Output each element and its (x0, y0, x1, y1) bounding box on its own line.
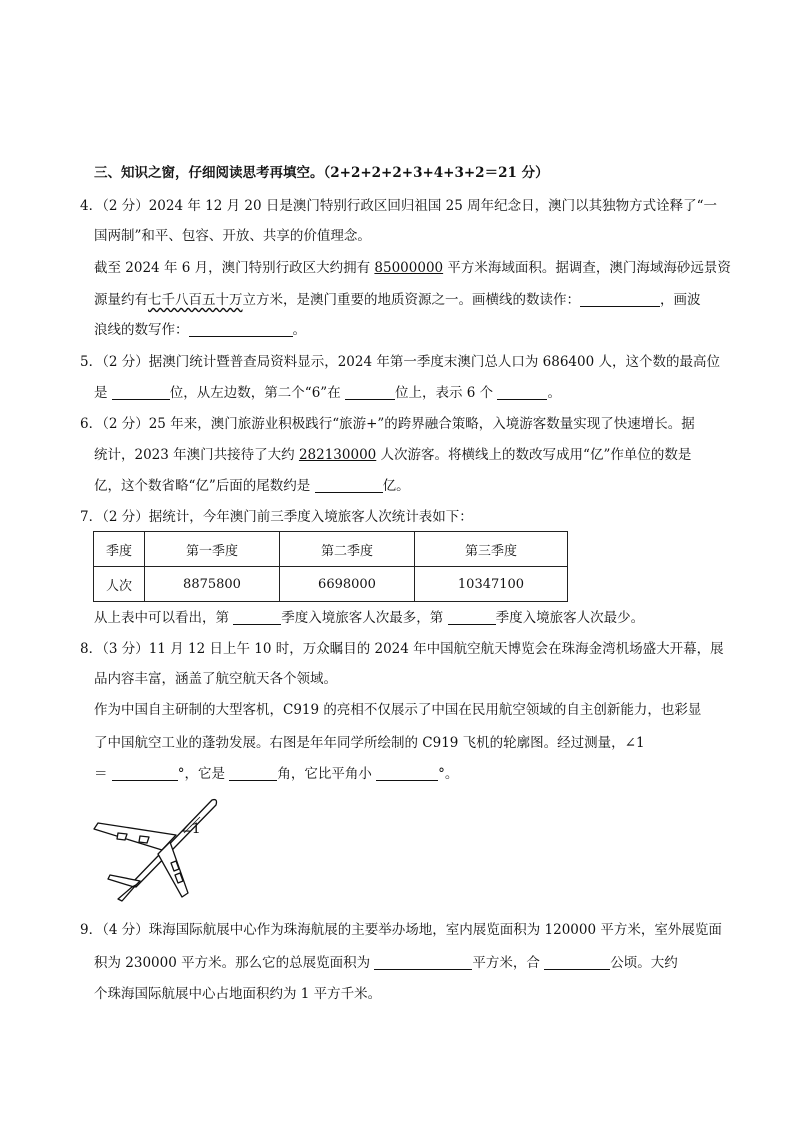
q5-line-2: 是 位，从左边数，第二个“6”在 位上，表示 6 个 。 (94, 385, 561, 401)
q6-line-3: 亿，这个数省略“亿”后面的尾数约是 亿。 (94, 478, 410, 494)
answer-blank-write[interactable] (189, 322, 293, 337)
q4-line-1: 4．（2 分）2024 年 12 月 20 日是澳门特别行政区回归祖国 25 周年纪念日，澳门以其独物方式诠释了“一 (80, 198, 718, 214)
q7-line-1: 7．（2 分）据统计，今年澳门前三季度入境旅客人次统计表如下： (80, 509, 473, 525)
section-heading: 三、知识之窗，仔细阅读思考再填空。（2+2+2+2+3+4+3+2＝21 分） (94, 165, 549, 181)
q9-line-3: 个珠海国际航展中心占地面积约为 1 平方千米。 (94, 986, 382, 1002)
q8-line-3: 作为中国自主研制的大型客机，C919 的亮相不仅展示了中国在民用航空领域的自主创新能力，也彩显 (94, 702, 702, 718)
q5-line-1: 5．（2 分）据澳门统计暨普查局资料显示，2024 年第一季度末澳门总人口为 686400 人，这个数的最高位 (80, 354, 720, 370)
q7-line-2: 从上表中可以看出，第 季度入境旅客人次最多，第 季度入境旅客人次最少。 (94, 610, 645, 626)
airplane-outline-icon (90, 795, 230, 909)
q6-line-2: 统计，2023 年澳门共接待了大约 282130000 人次游客。将横线上的数改写成用“亿”作单位的数是 (94, 447, 692, 463)
answer-blank-digit-place[interactable] (345, 385, 395, 400)
q6-line-1: 6．（2 分）25 年来，澳门旅游业积极践行“旅游+”的跨界融合策略，入境游客数量实现了快速增长。据 (80, 416, 695, 432)
angle-1-label: ∠1 (180, 821, 201, 837)
q8-line-4: 了中国航空工业的蓬勃发展。右图是年年同学所绘制的 C919 飞机的轮廓图。经过测量，∠1 (94, 735, 645, 751)
answer-blank-hectares[interactable] (544, 955, 610, 970)
q4-line-2: 国两制”和平、包容、开放、共享的价值理念。 (94, 228, 371, 244)
table-header-row (94, 532, 568, 567)
table-cell: 10347100 (415, 567, 568, 602)
table-header-cell: 第三季度 (415, 532, 568, 567)
q8-line-1: 8．（3 分）11 月 12 日上午 10 时，万众瞩目的 2024 年中国航空航天博览会在珠海金湾机场盛大开幕，展 (80, 641, 724, 657)
q4-line-3: 截至 2024 年 6 月，澳门特别行政区大约拥有 85000000 平方米海域面积。据调查，澳门海域海砂远景资 (94, 260, 731, 276)
table-cell: 8875800 (145, 567, 280, 602)
visitor-stats-table (93, 531, 568, 602)
table-header-cell: 第一季度 (145, 532, 280, 567)
answer-blank-read[interactable] (580, 292, 660, 307)
table-header-cell: 季度 (94, 532, 145, 567)
q9-line-2: 积为 230000 平方米。那么它的总展览面积为 平方米，合 公顷。大约 (94, 955, 678, 971)
answer-blank-unit[interactable] (497, 385, 547, 400)
q9-line-1: 9．（4 分）珠海国际航展中心作为珠海航展的主要举办场地，室内展览面积为 120000 平方米，室外展览面 (80, 922, 722, 938)
answer-blank-highest-place[interactable] (112, 385, 170, 400)
q8-line-2: 品内容丰富，涵盖了航空航天各个领域。 (94, 671, 337, 687)
q8-line-5: ＝ °，它是 角，它比平角小 °。 (94, 766, 459, 782)
q4-line-5: 浪线的数写作： 。 (94, 322, 306, 338)
q4-line-4: 源量约有七千八百五十万立方米，是澳门重要的地质资源之一。画横线的数读作： ，画波 (94, 292, 701, 308)
wavy-underlined-number: 七千八百五十万 (148, 292, 243, 308)
table-row-label: 人次 (94, 567, 145, 602)
answer-blank-angle-type[interactable] (229, 766, 277, 781)
table-cell: 6698000 (280, 567, 415, 602)
answer-blank-approx[interactable] (315, 478, 383, 493)
answer-blank-angle-degrees[interactable] (112, 766, 178, 781)
answer-blank-least[interactable] (448, 610, 496, 625)
answer-blank-most[interactable] (233, 610, 281, 625)
answer-blank-difference[interactable] (376, 766, 438, 781)
table-header-cell: 第二季度 (280, 532, 415, 567)
table-row (94, 567, 568, 602)
underlined-number: 85000000 (374, 260, 444, 276)
answer-blank-total-area[interactable] (374, 955, 472, 970)
underlined-number: 282130000 (298, 447, 377, 463)
